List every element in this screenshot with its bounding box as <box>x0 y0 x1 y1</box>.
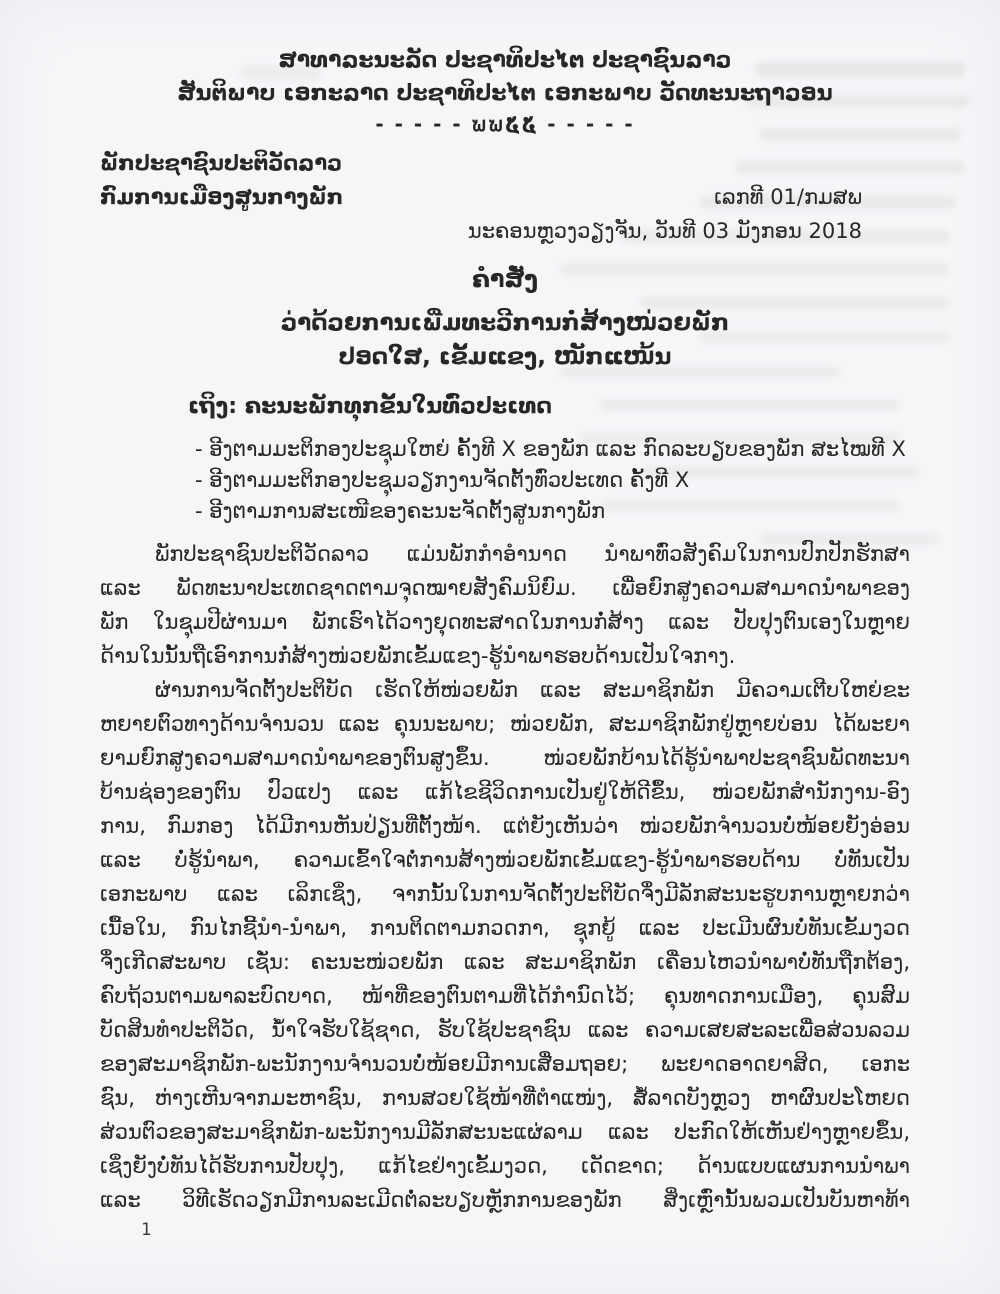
body-line: ແລະ ບໍ່ຮູ້ນຳພາ, ຄວາມເຂົ້າໃຈຕໍ່ການສ້າງໜ່ວຍພັກເຂັ້ມແຂງ-ຮູ້ນຳພາຮອບດ້ານ ບໍ່ທັນເປັນ <box>100 848 910 872</box>
body-line: ເນື້ອໃນ, ກົນໄກຊີ້ນຳ-ນຳພາ, ການຕິດຕາມກວດກາ, ຊຸກຍູ້ ແລະ ປະເມີນຜົນບໍ່ທັນເຂັ້ມງວດ <box>100 916 910 940</box>
citation-item: - ອີງຕາມການສະເໜີຂອງຄະນະຈັດຕັ້ງສູນກາງພັກ <box>195 499 606 523</box>
paragraph <box>100 537 910 673</box>
ornamental-divider: - - - - - ຆຆ໕໕ - - - - - <box>375 112 635 136</box>
document-body <box>100 537 910 1217</box>
body-line: ຄົບຖ້ວນຕາມພາລະບົດບາດ, ໜ້າທີ່ຂອງຕົນຕາມທີ່ໄດ້ກຳນົດໄວ້; ຄຸນທາດການເມືອງ, ຄຸນສົມ <box>100 984 910 1008</box>
body-line: ແລະ ວິທີເຮັດວຽກມີການລະເມີດຕໍ່ລະບຽບຫຼັກການຂອງພັກ ສິ່ງເຫຼົ່ານັ້ນພວມເປັນບັນຫາທ້າ <box>100 1188 910 1212</box>
reference-number: ເລກທີ 01/ກມສພ <box>714 185 862 209</box>
citation-item: - ອີງຕາມມະຕິກອງປະຊຸມວຽກງານຈັດຕັ້ງທົ່ວປະເທດ ຄັ້ງທີ X <box>195 468 690 492</box>
body-line: ການ, ກົມກອງ ໄດ້ມີການຫັນປ່ຽນທີ່ຕັ້ງໜ້າ. ແຕ່ຍັງເຫັນວ່າ ໜ່ວຍພັກຈຳນວນບໍ່ໜ້ອຍຍັງອ່ອນ <box>100 814 910 838</box>
document-subtitle: ວ່າດ້ວຍການເພີ່ມທະວີການກໍ່ສ້າງໜ່ວຍພັກ <box>280 310 730 336</box>
body-line: ແລະ ພັດທະນາປະເທດຊາດຕາມຈຸດໝາຍສັງຄົມນິຍົມ. ເພື່ອຍົກສູງຄວາມສາມາດນຳພາຂອງ <box>100 576 910 600</box>
country-motto-line1: ສາທາລະນະລັດ ປະຊາທິປະໄຕ ປະຊາຊົນລາວ <box>278 48 732 73</box>
body-line: ສ່ວນຕົວຂອງສະມາຊິກພັກ-ພະນັກງານມີລັກສະນະແຜ່ລາມ ແລະ ປະກົດໃຫ້ເຫັນຢ່າງຫຼາຍຂຶ້ນ, <box>100 1120 910 1144</box>
document-content <box>100 44 910 1217</box>
paragraph <box>100 673 910 1217</box>
body-line: ເອກະພາບ ແລະ ເລິກເຊິ່ງ, ຈາກນັ້ນໃນການຈັດຕັ້ງປະຕິບັດຈຶ່ງມີລັກສະນະຮູບການຫຼາຍກວ່າ <box>100 882 910 906</box>
body-line: ຫຍາຍຕົວທາງດ້ານຈຳນວນ ແລະ ຄຸນນະພາບ; ໜ່ວຍພັກ, ສະມາຊິກພັກຢູ່ຫຼາຍບ່ອນ ໄດ້ພະຍາ <box>100 712 910 736</box>
letterhead <box>100 146 910 248</box>
citation-list <box>195 434 910 527</box>
body-line: ຍາມຍົກສູງຄວາມສາມາດນຳພາຂອງຕົນສູງຂຶ້ນ. ໜ່ວຍພັກບ້ານໄດ້ຮູ້ນຳພາປະຊາຊົນພັດທະນາ <box>100 746 910 770</box>
document-subtitle-qualities: ປອດໃສ, ເຂັ້ມແຂງ, ໜັກແໜ້ນ <box>338 344 672 370</box>
issuing-office-name: ກົມການເມືອງສູນກາງພັກ <box>100 185 344 209</box>
body-line: ຜ່ານການຈັດຕັ້ງປະຕິບັດ ເຮັດໃຫ້ໜ່ວຍພັກ ແລະ ສະມາຊິກພັກ ມີຄວາມເຕີບໃຫຍ່ຂະ <box>155 678 910 702</box>
country-motto-line2: ສັນຕິພາບ ເອກະລາດ ປະຊາທິປະໄຕ ເອກະພາບ ວັດທະນະຖາວອນ <box>177 81 833 106</box>
body-line: ບ້ານຊ່ອງຂອງຕົນ ປົວແປງ ແລະ ແກ້ໄຂຊີວິດການເປັນຢູ່ໃຫ້ດີຂຶ້ນ, ໜ່ວຍພັກສຳນັກງານ-ອົງ <box>100 780 910 804</box>
body-line: ພັກປະຊາຊົນປະຕິວັດລາວ ແມ່ນພັກກຳອຳນາດ ນຳພາທົ່ວສັງຄົມໃນການປົກປັກຮັກສາ <box>155 542 910 566</box>
body-line: ຈຶ່ງເກີດສະພາບ ເຊັ່ນ: ຄະນະໜ່ວຍພັກ ແລະ ສະມາຊິກພັກ ເຄື່ອນໄຫວນຳພາບໍ່ທັນຖືກຕ້ອງ, <box>100 950 910 974</box>
body-line: ຂອງສະມາຊິກພັກ-ພະນັກງານຈຳນວນບໍ່ໜ້ອຍມີການເສື່ອມຖອຍ; ພະຍາດອາດຍາສິດ, ເອກະ <box>100 1052 910 1076</box>
issuing-party-name: ພັກປະຊາຊົນປະຕິວັດລາວ <box>100 151 343 175</box>
body-line: ເຊິ່ງຍັງບໍ່ທັນໄດ້ຮັບການປັບປຸງ, ແກ້ໄຂຢ່າງເຂັ້ມງວດ, ເດັດຂາດ; ດ້ານແບບແຜນການນຳພາ <box>100 1154 910 1178</box>
body-line: ພັກ ໃນຊຸມປີຜ່ານມາ ພັກເຮົາໄດ້ວາງຍຸດທະສາດໃນການກໍ່ສ້າງ ແລະ ປັບປຸງຕົນເອງໃນຫຼາຍ <box>100 610 910 634</box>
national-header <box>100 44 910 138</box>
citation-item: - ອີງຕາມມະຕິກອງປະຊຸມໃຫຍ່ ຄັ້ງທີ X ຂອງພັກ ແລະ ກົດລະບຽບຂອງພັກ ສະໄໝທີ X <box>195 437 906 461</box>
body-line: ດ້ານໃນນັ້ນຖືເອົາການກໍ່ສ້າງໜ່ວຍພັກເຂັ້ມແຂງ-ຮູ້ນຳພາຮອບດ້ານເປັນໃຈກາງ. <box>100 644 736 668</box>
body-line: ຊົນ, ຫ່າງເຫີນຈາກມະຫາຊົນ, ການສວຍໃຊ້ໜ້າທີ່ຕຳແໜ່ງ, ສໍ້ລາດບັງຫຼວງ ຫາຜົນປະໂຫຍດ <box>100 1086 910 1110</box>
body-line: ບັດສິນທຳປະຕິວັດ, ນ້ຳໃຈຮັບໃຊ້ຊາດ, ຮັບໃຊ້ປະຊາຊົນ ແລະ ຄວາມເສຍສະລະເພື່ອສ່ວນລວມ <box>100 1018 910 1042</box>
place-and-date: ນະຄອນຫຼວງວຽງຈັນ, ວັນທີ 03 ມັງກອນ 2018 <box>467 219 862 243</box>
page-number: 1 <box>141 1220 152 1240</box>
recipient-line: ເຖິງ: ຄະນະພັກທຸກຂັ້ນໃນທົ່ວປະເທດ <box>188 394 553 419</box>
document-title: ຄຳສັ່ງ <box>471 265 539 293</box>
